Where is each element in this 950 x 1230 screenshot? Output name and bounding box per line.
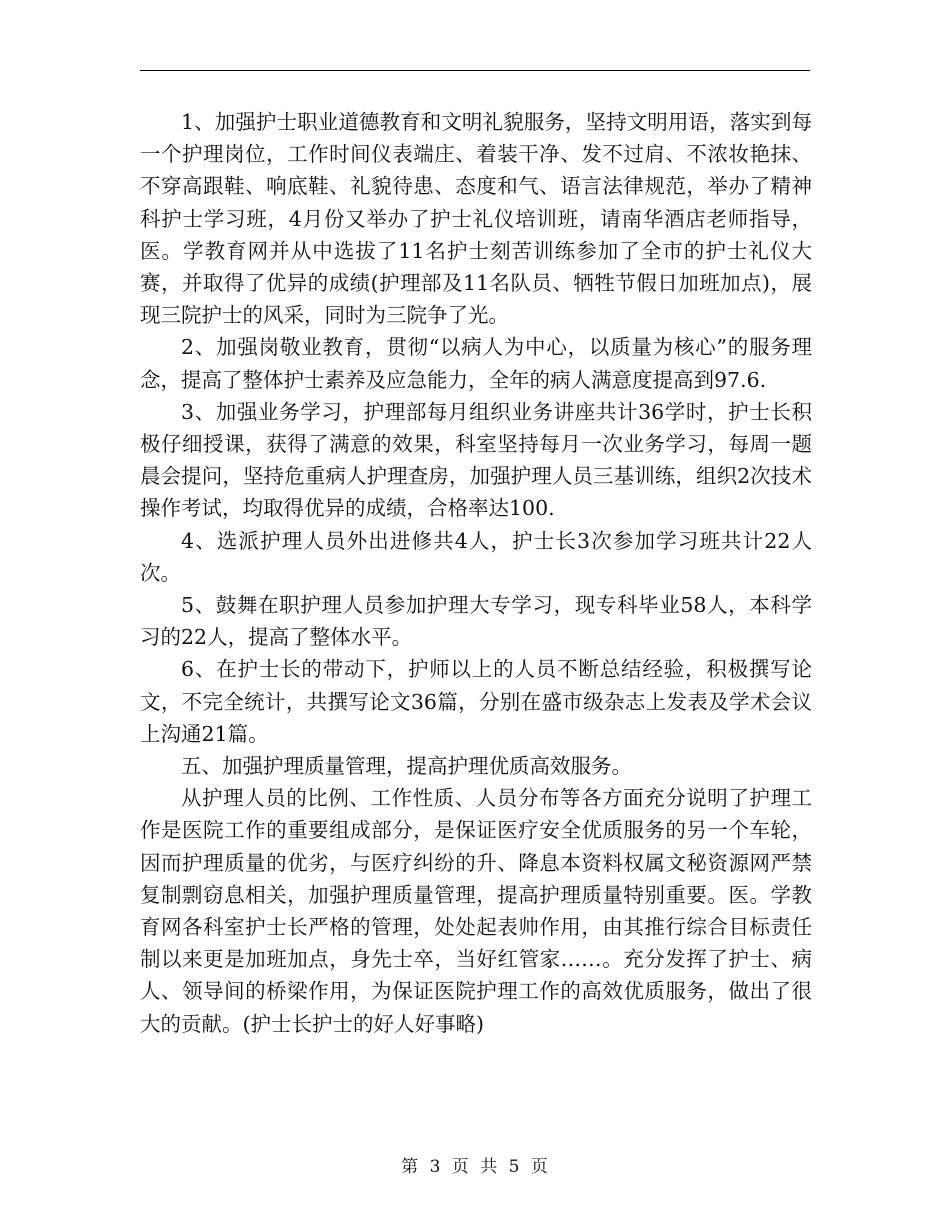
paragraph-6: 6、在护士长的带动下，护师以上的人员不断总结经验，积极撰写论文，不完全统计，共撰写论文36篇，分别在盛市级杂志上发表及学术会议上沟通21篇。: [140, 657, 812, 746]
paragraph-5: 5、鼓舞在职护理人员参加护理大专学习，现专科毕业58人，本科学习的22人，提高了整体水平。: [140, 593, 812, 650]
section-heading-5: 五、加强护理质量管理，提高护理优质高效服务。: [181, 754, 632, 779]
paragraph-1: 1、加强护士职业道德教育和文明礼貌服务，坚持文明用语，落实到每一个护理岗位，工作时间仪表端庄、着装干净、发不过肩、不浓妆艳抹、不穿高跟鞋、响底鞋、礼貌待患、态度和气、语言法律规范，举办了精神科护士学习班，4月份又举办了护士礼仪培训班，请南华酒店老师指导，医。学教育网并从中选拔了11名护士刻苦训练参加了全市的护士礼仪大赛，并取得了优异的成绩(护理部及11名队员、牺牲节假日加班加点)，展现三院护士的风采，同时为三院争了光。: [140, 110, 812, 328]
paragraph-2: 2、加强岗敬业教育，贯彻“以病人为中心，以质量为核心”的服务理念，提高了整体护士素养及应急能力，全年的病人满意度提高到97.6.: [140, 335, 812, 392]
page-number: 第 3 页 共 5 页: [401, 1157, 549, 1177]
document-body: [140, 106, 812, 1040]
paragraph-quality: 从护理人员的比例、工作性质、人员分布等各方面充分说明了护理工作是医院工作的重要组成部分，是保证医疗安全优质服务的另一个车轮，因而护理质量的优劣，与医疗纠纷的升、降息本资料权属文秘资源网严禁复制剽窃息相关，加强护理质量管理，提高护理质量特别重要。医。学教育网各科室护士长严格的管理，处处起表帅作用，由其推行综合目标责任制以来更是加班加点，身先士卒，当好红管家……。充分发挥了护士、病人、领导间的桥梁作用，为保证医院护理工作的高效优质服务，做出了很大的贡献。(护士长护士的好人好事略): [140, 786, 812, 1036]
paragraph-4: 4、选派护理人员外出进修共4人，护士长3次参加学习班共计22人次。: [140, 528, 812, 585]
paragraph-3: 3、加强业务学习，护理部每月组织业务讲座共计36学时，护士长积极仔细授课，获得了满意的效果，科室坚持每月一次业务学习，每周一题晨会提问，坚持危重病人护理查房，加强护理人员三基训练，组织2次技术操作考试，均取得优异的成绩，合格率达100.: [140, 399, 812, 521]
header-rule: [140, 70, 810, 71]
